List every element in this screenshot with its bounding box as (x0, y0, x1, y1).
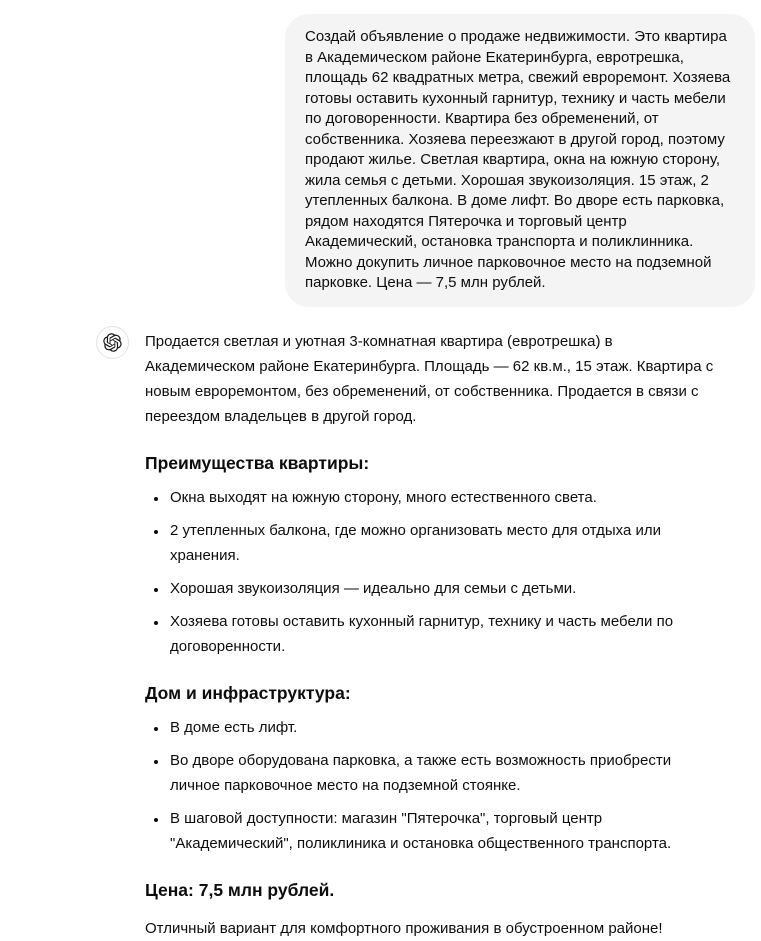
infrastructure-list (145, 715, 721, 856)
assistant-message-body (145, 324, 721, 941)
list-item: • В шаговой доступности: магазин "Пятерочка", торговый центр "Академический", поликлиника и остановка общественного транспорта. (168, 806, 721, 856)
section-heading-infrastructure: Дом и инфраструктура: (145, 682, 351, 703)
user-message-row (0, 0, 761, 307)
list-item: • Хорошая звукоизоляция — идеально для семьи с детьми. (168, 576, 721, 601)
list-item: • Хозяева готовы оставить кухонный гарнитур, технику и часть мебели по договоренности. (168, 609, 721, 659)
price-heading: Цена: 7,5 млн рублей. (145, 879, 335, 900)
user-message-bubble: Создай объявление о продаже недвижимости. Это квартира в Академическом районе Екатеринбурга, евротрешка, площадь 62 квадратных метра, свежий евроремонт. Хозяева готовы оставить кухонный гарнитур, технику и часть мебели по договоренности. Квартира без обременений, от собственника. Хозяева переезжают в другой город, поэтому продают жилье. Светлая квартира, окна на южную сторону, жила семья с детьми. Хорошая звукоизоляция. 15 этаж, 2 утепленных балкона. В доме лифт. Во дворе есть парковка, рядом находятся Пятерочка и торговый центр Академический, остановка транспорта и поликлинника. Можно докупить личное парковочное место на подземной парковке. Цена — 7,5 млн рублей. (285, 14, 755, 307)
list-item: • Во дворе оборудована парковка, а также есть возможность приобрести личное парковочное место на подземной стоянке. (168, 748, 721, 798)
list-item: • Окна выходят на южную сторону, много естественного света. (168, 485, 721, 510)
advantages-list (145, 485, 721, 659)
assistant-outro-paragraph: Отличный вариант для комфортного проживания в обустроенном районе! (145, 919, 663, 937)
section-heading-advantages: Преимущества квартиры: (145, 452, 370, 473)
assistant-intro-paragraph: Продается светлая и уютная 3-комнатная квартира (евротрешка) в Академическом районе Екатеринбурга. Площадь — 62 кв.м., 15 этаж. Квартира с новым евроремонтом, без обременений, от собственника. Продается в связи с переездом владельцев в другой город. (145, 332, 714, 425)
openai-logo-icon (103, 333, 122, 352)
list-item: • В доме есть лифт. (168, 715, 721, 740)
assistant-avatar (96, 326, 129, 359)
list-item: • 2 утепленных балкона, где можно организовать место для отдыха или хранения. (168, 518, 721, 568)
assistant-message-row (0, 324, 761, 941)
